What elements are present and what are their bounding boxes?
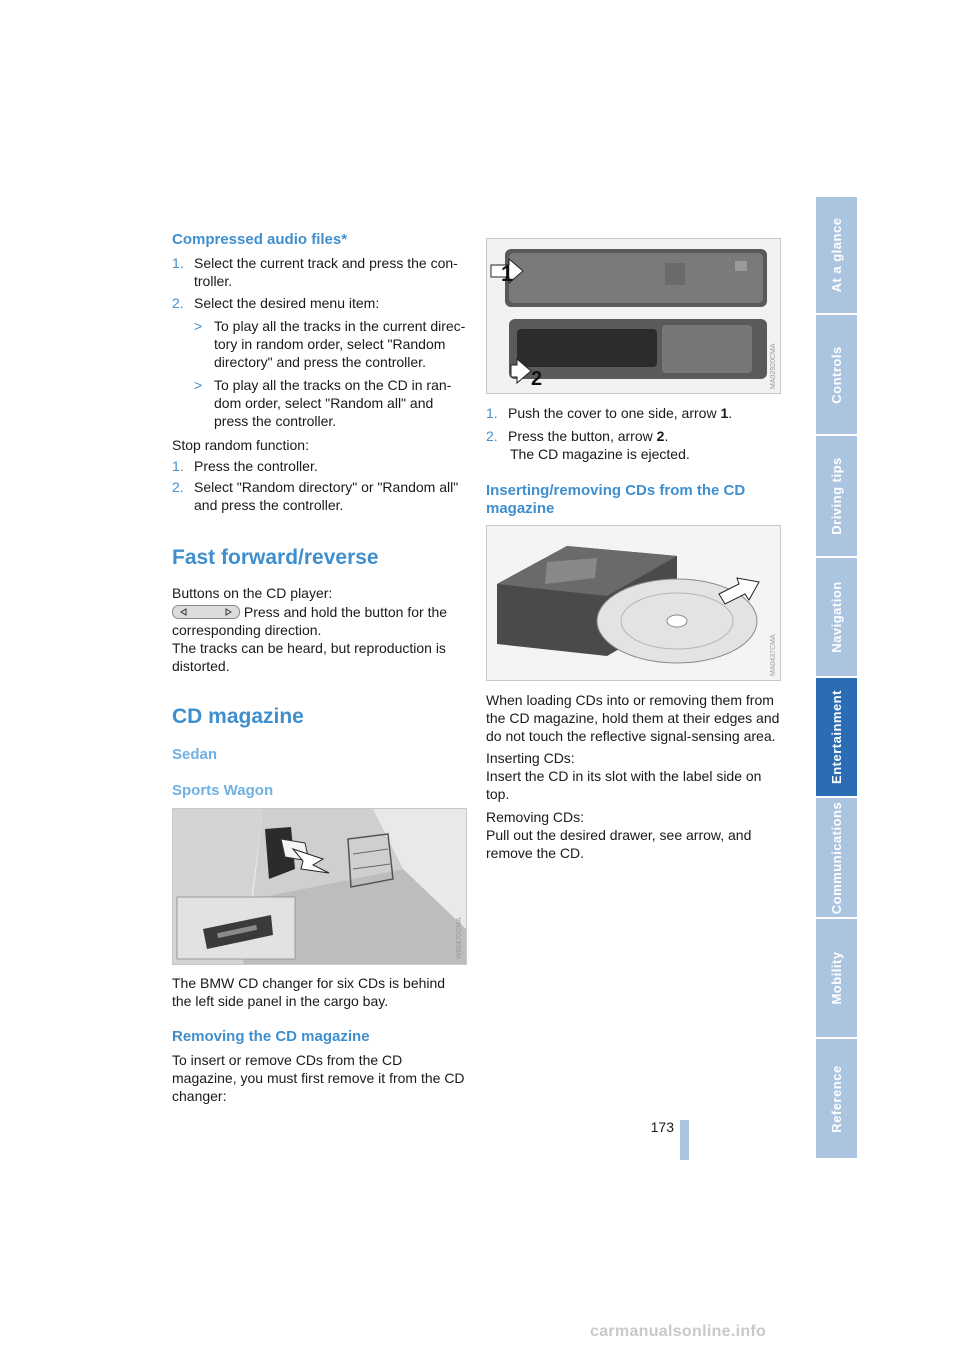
page-marker-bar [680,1120,689,1160]
sports-wagon-heading: Sports Wagon [172,782,274,799]
list-item: 2. Select "Random directory" or "Random all" and press the controller. [172,479,459,513]
fast-forward-button-icon [172,605,240,619]
cargo-bay-illustration [173,809,466,964]
cd-magazine-figure [486,525,781,681]
removing-magazine-heading: Removing the CD magazine [172,1028,370,1045]
removing-label: Removing CDs: [486,809,585,825]
loading-text: When loading CDs into or removing them from the CD magazine, hold them at their edges and do not touch the reflective signal-sensing area. [486,692,780,744]
changer-text: The BMW CD changer for six CDs is behind the left side panel in the cargo bay. [172,975,446,1009]
tab-controls[interactable]: Controls [816,315,857,436]
list-item: 2. Press the button, arrow 2. [486,428,669,444]
tab-entertainment[interactable]: Entertainment [816,678,857,798]
tab-reference[interactable]: Reference [816,1039,857,1160]
removing-text: Pull out the desired drawer, see arrow, and remove the CD. [486,827,752,861]
list-item: 1. Select the current track and press the con-troller. [172,255,458,289]
ff-buttons-label: Buttons on the CD player: [172,585,333,601]
compressed-audio-heading: Compressed audio files* [172,231,348,248]
arrow-label-1: 1 [501,261,514,286]
tab-mobility[interactable]: Mobility [816,919,857,1039]
arrow-label-2: 2 [531,368,543,390]
tab-at-a-glance[interactable]: At a glance [816,197,857,315]
inserting-removing-heading: Inserting/removing CDs from the CD magazine [486,482,746,517]
list-item: 2. Select the desired menu item: [172,295,380,311]
tab-communications[interactable]: Communications [816,798,857,919]
inserting-label: Inserting CDs: [486,750,575,766]
fast-forward-heading: Fast forward/reverse [172,546,379,569]
magazine-eject-illustration [487,239,780,393]
ff-instruction: Press and hold the button for the corresponding direction. The tracks can be heard, but reproduction is distorted. [172,604,448,674]
inserting-text: Insert the CD in its slot with the label side on top. [486,768,762,802]
cd-magazine-heading: CD magazine [172,705,304,728]
figure-code: MA0437CMA [770,634,777,676]
sedan-heading: Sedan [172,746,218,763]
cargo-bay-figure [172,808,467,965]
page-number: 173 [650,1119,674,1135]
magazine-eject-figure [486,238,781,394]
cd-magazine-illustration [487,526,780,680]
list-item: 1. Press the controller. [172,458,318,474]
list-item: 1. Push the cover to one side, arrow 1. [486,405,733,421]
tab-driving-tips[interactable]: Driving tips [816,436,857,558]
figure-code: MA02920CMA [770,343,777,389]
stop-random-label: Stop random function: [172,437,309,453]
watermark: carmanualsonline.info [590,1323,767,1340]
figure-code: W60470CMA [456,917,463,959]
removing-magazine-text: To insert or remove CDs from the CD magazine, you must first remove it from the CD changer: [172,1052,465,1104]
tab-navigation[interactable]: Navigation [816,558,857,678]
ejected-text: The CD magazine is ejected. [510,446,690,462]
